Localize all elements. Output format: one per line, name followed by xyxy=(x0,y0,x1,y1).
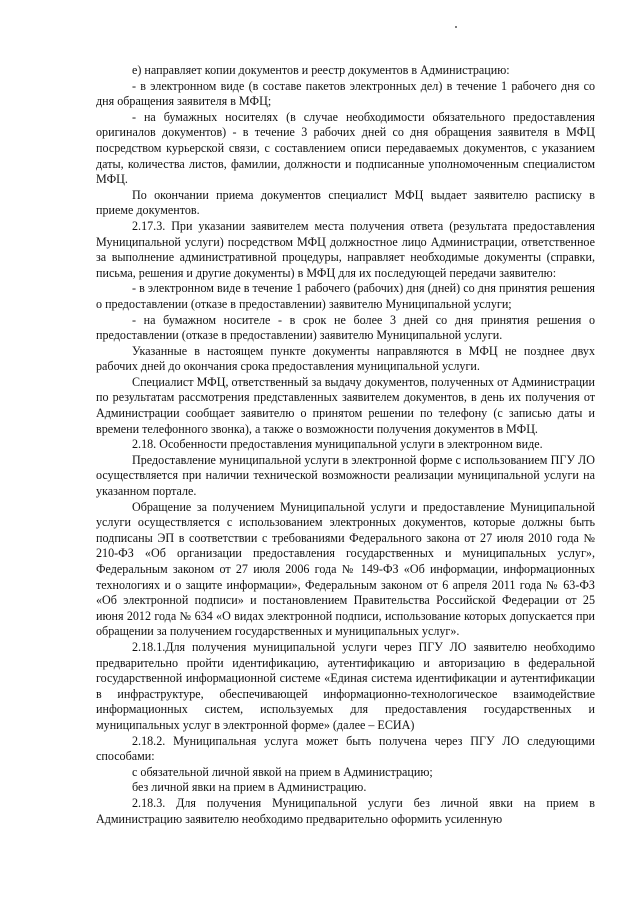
paragraph: Обращение за получением Муниципальной услуги и предоставление Муниципальной услуги осуществляется с использованием электронных документов, которые должны быть подписаны ЭП в соответствии с требованиями Федерального закона от 27 июля 2010 года № 210-ФЗ «Об организации предоставления государственных и муниципальных услуг», Федеральным законом от 27 июля 2006 года № 149-ФЗ «Об информации, информационных технологиях и о защите информации», Федеральным законом от 6 апреля 2011 года № 63-ФЗ «Об электронной подписи» и постановлением Правительства Российской Федерации от 25 июня 2012 года № 634 «О видах электронной подписи, использование которых допускается при обращении за получением государственных и муниципальных услуг». xyxy=(96,499,595,639)
paragraph: 2.18.3. Для получения Муниципальной услуги без личной явки на прием в Администрацию заявителю необходимо предварительно оформить усиленную xyxy=(96,795,595,826)
paragraph: с обязательной личной явкой на прием в Администрацию; xyxy=(132,764,433,779)
paragraph: Предоставление муниципальной услуги в электронной форме с использованием ПГУ ЛО осуществляется при наличии технической возможности реализации муниципальной услуги на указанном портале. xyxy=(96,452,595,499)
paragraph: По окончании приема документов специалист МФЦ выдает заявителю расписку в приеме документов. xyxy=(96,187,595,218)
scan-speck xyxy=(455,26,457,28)
paragraph: Специалист МФЦ, ответственный за выдачу документов, полученных от Администрации по результатам рассмотрения представленных заявителем документов, в день их получения от Администрации сообщает заявителю о принятом решении по телефону (с записью даты и времени телефонного звонка), а также о возможности получения документов в МФЦ. xyxy=(96,374,595,436)
paragraph: - в электронном виде (в составе пакетов электронных дел) в течение 1 рабочего дня со дня обращения заявителя в МФЦ; xyxy=(96,78,595,109)
paragraph: 2.18.1.Для получения муниципальной услуги через ПГУ ЛО заявителю необходимо предварительно пройти идентификацию, аутентификацию и авторизацию в федеральной государственной информационной системе «Единая система идентификации и аутентификации в инфраструктуре, обеспечивающей информационно-технологическое взаимодействие информационных систем, используемых для предоставления государственных и муниципальных услуг в электронной форме» (далее – ЕСИА) xyxy=(96,639,595,732)
section-heading: 2.18. Особенности предоставления муниципальной услуги в электронном виде. xyxy=(132,437,543,452)
paragraph: без личной явки на прием в Администрацию. xyxy=(132,780,367,795)
paragraph: 2.17.3. При указании заявителем места получения ответа (результата предоставления Муниципальной услуги) посредством МФЦ должностное лицо Администрации, ответственное за выполнение административной процедуры, направляет необходимые документы (справки, письма, решения и другие документы) в МФЦ для их последующей передачи заявителю: xyxy=(96,218,595,280)
paragraph: 2.18.2. Муниципальная услуга может быть получена через ПГУ ЛО следующими способами: xyxy=(96,733,595,764)
document-body xyxy=(96,63,595,827)
paragraph: - на бумажном носителе - в срок не более 3 дней со дня принятия решения о предоставлении (отказе в предоставлении) заявителю Муниципальной услуги. xyxy=(96,312,595,343)
paragraph: Указанные в настоящем пункте документы направляются в МФЦ не позднее двух рабочих дней до окончания срока предоставления муниципальной услуги. xyxy=(96,343,595,374)
paragraph: - в электронном виде в течение 1 рабочего (рабочих) дня (дней) со дня принятия решения о предоставлении (отказе в предоставлении) заявителю Муниципальной услуги; xyxy=(96,281,595,311)
paragraph: е) направляет копии документов и реестр документов в Администрацию: xyxy=(132,63,510,77)
paragraph: - на бумажных носителях (в случае необходимости обязательного предоставления оригиналов документов) - в течение 3 рабочих дней со дня обращения заявителя в МФЦ посредством курьерской связи, с составлением описи передаваемых документов, с указанием даты, количества листов, фамилии, должности и подписанные уполномоченным специалистом МФЦ. xyxy=(96,109,595,187)
